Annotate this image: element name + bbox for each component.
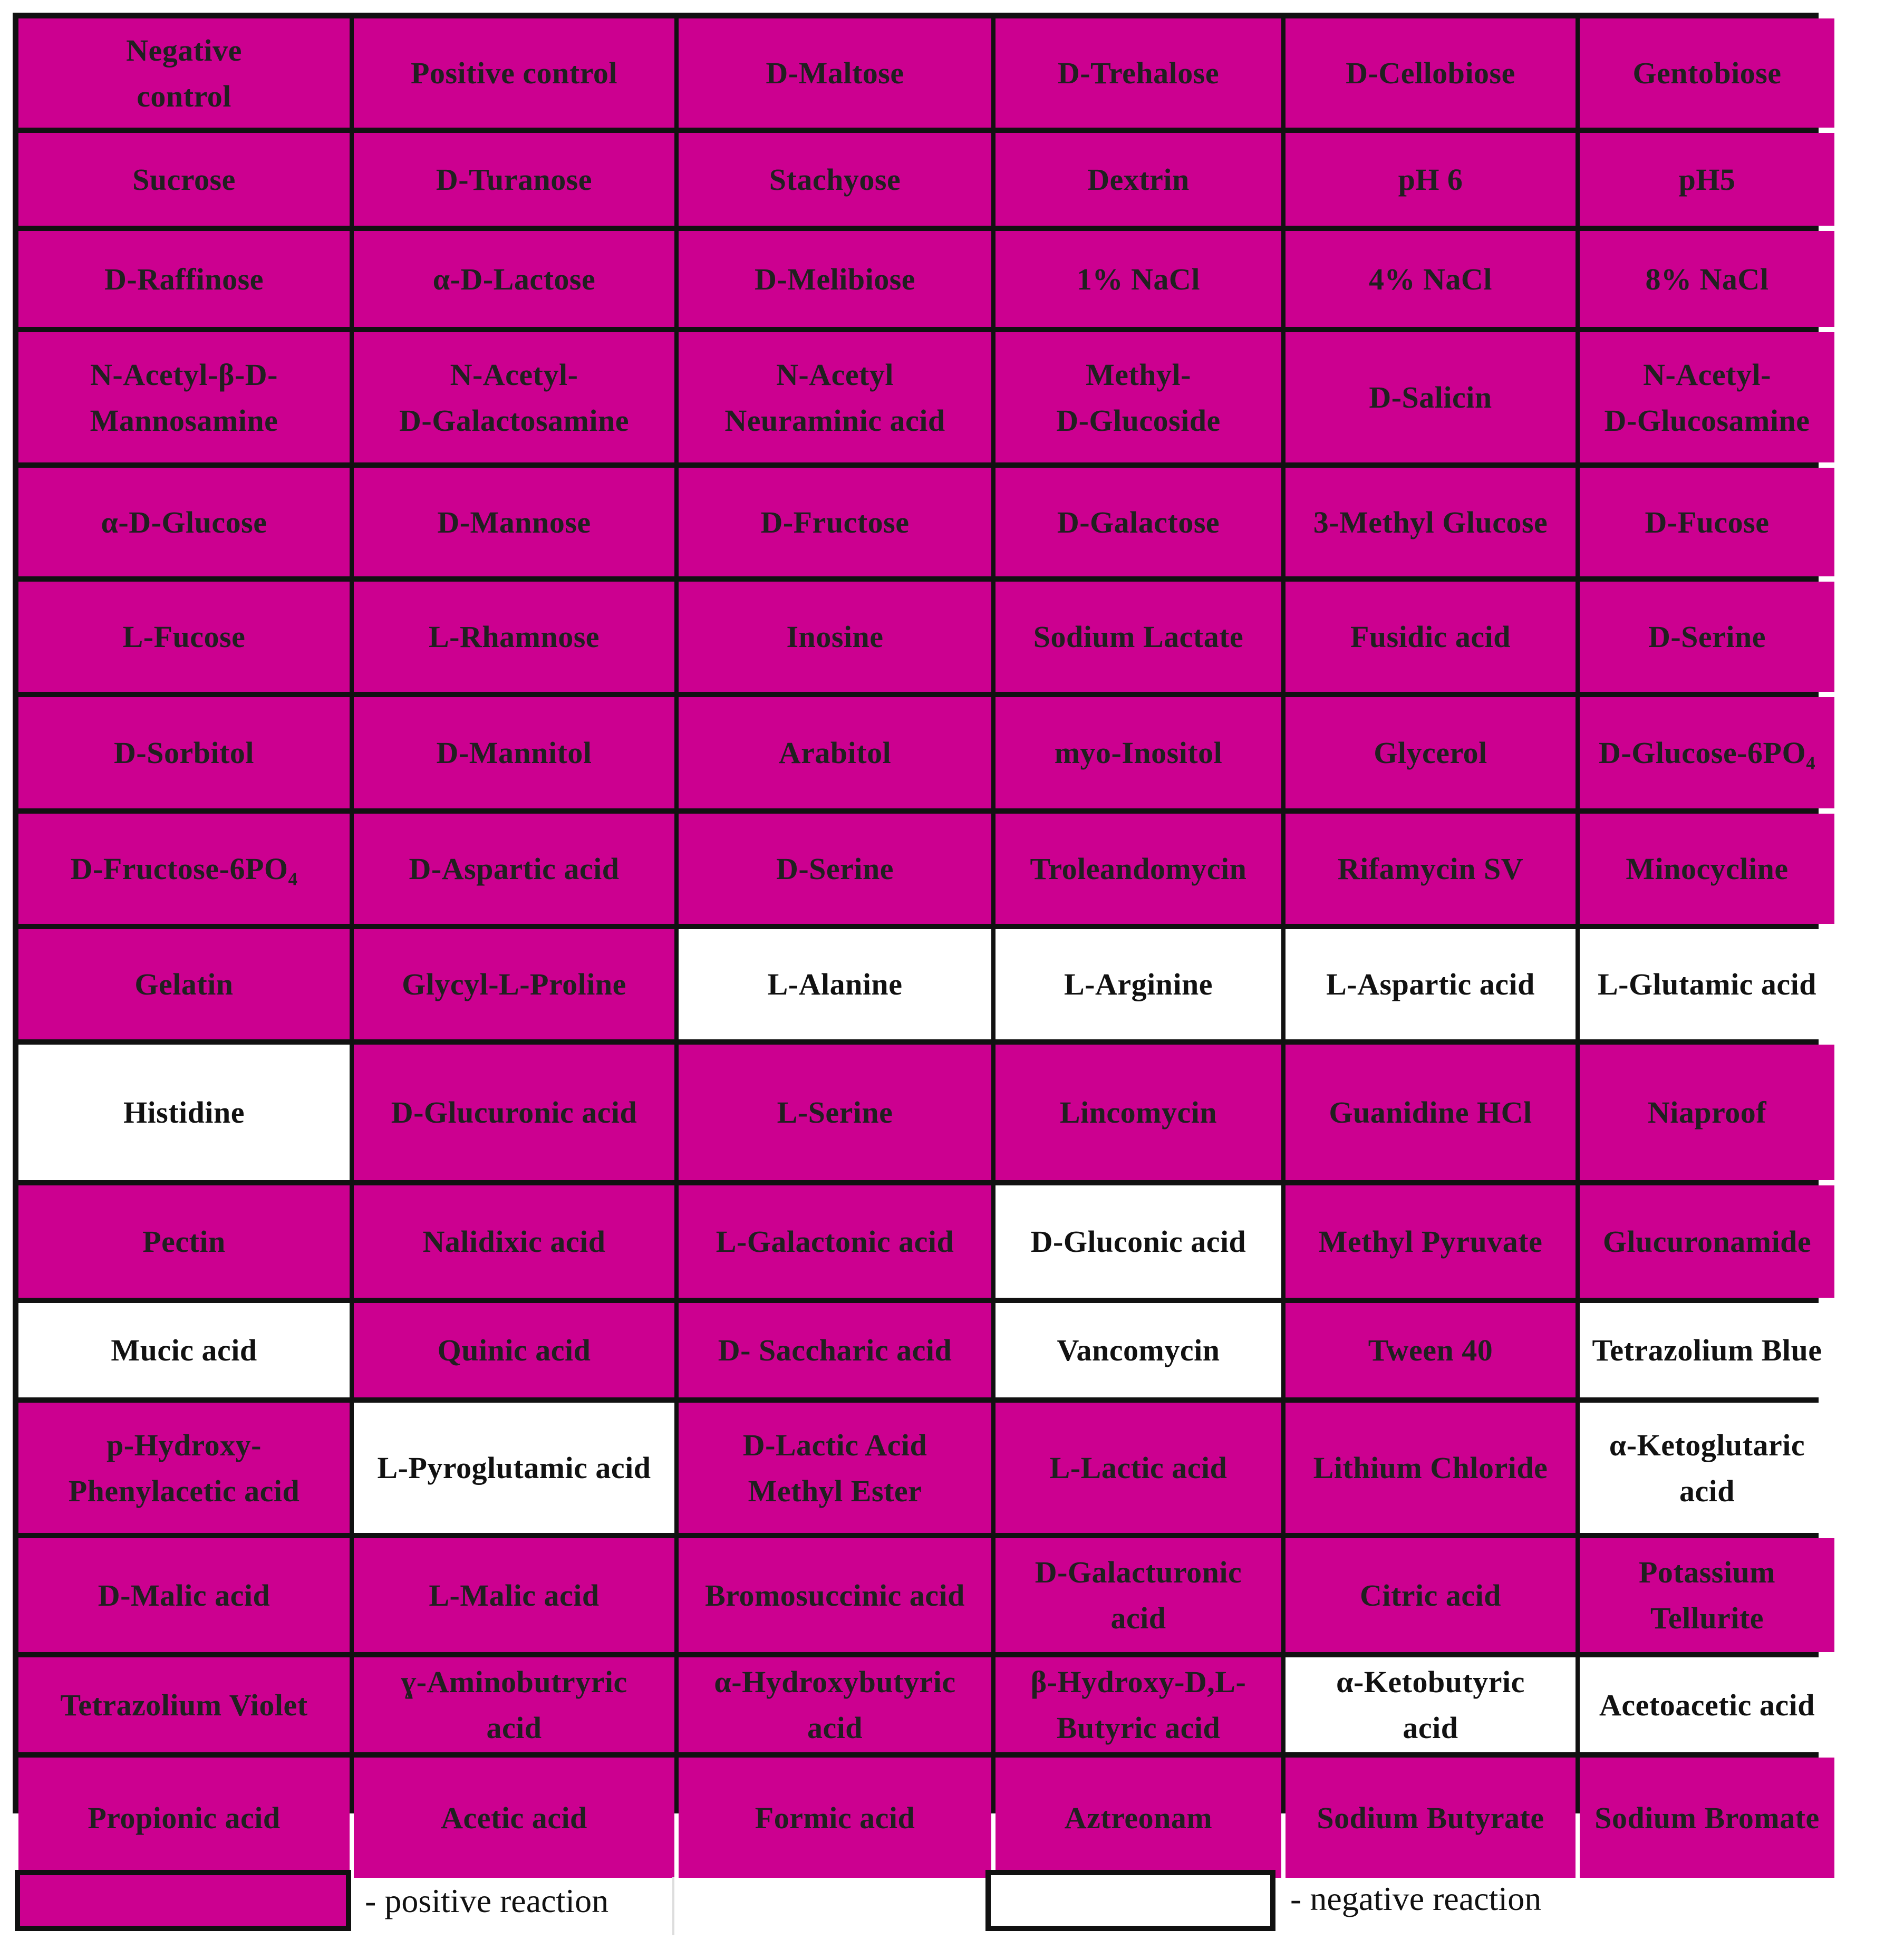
plate-cell: Acetoacetic acid — [1580, 1657, 1834, 1752]
plate-cell: Lithium Chloride — [1286, 1403, 1576, 1533]
plate-cell: Guanidine HCl — [1286, 1045, 1576, 1180]
plate-cell: Quinic acid — [354, 1303, 674, 1397]
plate-cell: N-Acetyl- D-Glucosamine — [1580, 332, 1834, 462]
plate-cell: Tween 40 — [1286, 1303, 1576, 1397]
plate-cell: D-Salicin — [1286, 332, 1576, 462]
plate-cell: α-Ketoglutaric acid — [1580, 1403, 1834, 1533]
plate-cell: α-Hydroxybutyric acid — [679, 1657, 991, 1752]
plate-cell: 4% NaCl — [1286, 231, 1576, 327]
plate-cell: D- Saccharic acid — [679, 1303, 991, 1397]
plate-cell: Glycerol — [1286, 697, 1576, 808]
plate-cell: D-Aspartic acid — [354, 814, 674, 924]
plate-cell: Sucrose — [18, 133, 350, 226]
plate-cell: Methyl- D-Glucoside — [996, 332, 1281, 462]
plate-cell: Troleandomycin — [996, 814, 1281, 924]
reaction-plate-grid — [13, 13, 1822, 1835]
plate-cell: L-Serine — [679, 1045, 991, 1180]
plate-cell: Gentobiose — [1580, 18, 1834, 128]
plate-cell: D-Maltose — [679, 18, 991, 128]
plate-cell: Negative control — [18, 18, 350, 128]
plate-cell: Dextrin — [996, 133, 1281, 226]
plate-cell: D-Serine — [1580, 582, 1834, 692]
plate-cell: Rifamycin SV — [1286, 814, 1576, 924]
plate-cell: L-Arginine — [996, 929, 1281, 1039]
plate-cell: D-Galacturonic acid — [996, 1538, 1281, 1652]
plate-cell: D-Mannose — [354, 468, 674, 576]
plate-cell: L-Fucose — [18, 582, 350, 692]
plate-cell: L-Malic acid — [354, 1538, 674, 1652]
plate-cell: D-Sorbitol — [18, 697, 350, 808]
legend-negative-swatch — [985, 1870, 1275, 1931]
plate-cell: α-D-Glucose — [18, 468, 350, 576]
plate-cell: Propionic acid — [18, 1758, 350, 1878]
plate-cell: Glucuronamide — [1580, 1185, 1834, 1298]
legend-negative-label: - negative reaction — [1290, 1880, 1542, 1917]
plate-cell: L-Alanine — [679, 929, 991, 1039]
plate-cell: D-Gluconic acid — [996, 1185, 1281, 1298]
plate-cell: L-Galactonic acid — [679, 1185, 991, 1298]
legend-separator — [672, 1877, 674, 1935]
plate-cell: p-Hydroxy- Phenylacetic acid — [18, 1403, 350, 1533]
plate-cell: D-Melibiose — [679, 231, 991, 327]
plate-cell: Nalidixic acid — [354, 1185, 674, 1298]
plate-cell: 8% NaCl — [1580, 231, 1834, 327]
plate-cell: D-Malic acid — [18, 1538, 350, 1652]
plate-cell: Gelatin — [18, 929, 350, 1039]
plate-cell: α-Ketobutyric acid — [1286, 1657, 1576, 1752]
plate-cell: Niaproof — [1580, 1045, 1834, 1180]
plate-cell: Bromosuccinic acid — [679, 1538, 991, 1652]
plate-cell: Acetic acid — [354, 1758, 674, 1878]
legend-positive-label: - positive reaction — [365, 1882, 609, 1919]
plate-cell: Citric acid — [1286, 1538, 1576, 1652]
plate-cell: Inosine — [679, 582, 991, 692]
plate-cell: Tetrazolium Blue — [1580, 1303, 1834, 1397]
plate-cell: pH 6 — [1286, 133, 1576, 226]
plate-cell: Glycyl-L-Proline — [354, 929, 674, 1039]
plate-cell: D-Trehalose — [996, 18, 1281, 128]
plate-cell: L-Glutamic acid — [1580, 929, 1834, 1039]
plate-cell: N-Acetyl Neuraminic acid — [679, 332, 991, 462]
legend-positive-swatch — [15, 1870, 351, 1931]
plate-cell: β-Hydroxy-D,L- Butyric acid — [996, 1657, 1281, 1752]
plate-cell: D-Cellobiose — [1286, 18, 1576, 128]
plate-cell: D-Fructose — [679, 468, 991, 576]
plate-cell: Aztreonam — [996, 1758, 1281, 1878]
plate-cell: Histidine — [18, 1045, 350, 1180]
plate-cell: Pectin — [18, 1185, 350, 1298]
plate-cell: Mucic acid — [18, 1303, 350, 1397]
plate-cell: L-Rhamnose — [354, 582, 674, 692]
plate-cell: D-Galactose — [996, 468, 1281, 576]
plate-cell: Lincomycin — [996, 1045, 1281, 1180]
plate-cell: 3-Methyl Glucose — [1286, 468, 1576, 576]
plate-cell: D-Glucuronic acid — [354, 1045, 674, 1180]
plate-cell: Minocycline — [1580, 814, 1834, 924]
plate-cell: D-Raffinose — [18, 231, 350, 327]
plate-cell: Formic acid — [679, 1758, 991, 1878]
plate-cell: D-Turanose — [354, 133, 674, 226]
plate-cell: N-Acetyl- D-Galactosamine — [354, 332, 674, 462]
plate-cell: D-Serine — [679, 814, 991, 924]
plate-cell: Methyl Pyruvate — [1286, 1185, 1576, 1298]
plate-cell: 1% NaCl — [996, 231, 1281, 327]
plate-cell: Positive control — [354, 18, 674, 128]
plate-cell: L-Lactic acid — [996, 1403, 1281, 1533]
plate-cell: D-Fructose-6PO₄ — [18, 814, 350, 924]
plate-cell: L-Pyroglutamic acid — [354, 1403, 674, 1533]
plate-cell: α-D-Lactose — [354, 231, 674, 327]
plate-cell: myo-Inositol — [996, 697, 1281, 808]
plate-cell: Sodium Lactate — [996, 582, 1281, 692]
plate-cell: N-Acetyl-β-D- Mannosamine — [18, 332, 350, 462]
plate-cell: D-Lactic Acid Methyl Ester — [679, 1403, 991, 1533]
plate-cell: Vancomycin — [996, 1303, 1281, 1397]
plate-cell: L-Aspartic acid — [1286, 929, 1576, 1039]
plate-cell: Sodium Bromate — [1580, 1758, 1834, 1878]
plate-cell: D-Glucose-6PO₄ — [1580, 697, 1834, 808]
plate-cell: Potassium Tellurite — [1580, 1538, 1834, 1652]
plate-cell: Stachyose — [679, 133, 991, 226]
plate-cell: Arabitol — [679, 697, 991, 808]
plate-cell: ɣ-Aminobutryric acid — [354, 1657, 674, 1752]
plate-cell: Sodium Butyrate — [1286, 1758, 1576, 1878]
plate-cell: D-Fucose — [1580, 468, 1834, 576]
plate-cell: D-Mannitol — [354, 697, 674, 808]
plate-cell: pH5 — [1580, 133, 1834, 226]
plate-cell: Fusidic acid — [1286, 582, 1576, 692]
plate-cell: Tetrazolium Violet — [18, 1657, 350, 1752]
